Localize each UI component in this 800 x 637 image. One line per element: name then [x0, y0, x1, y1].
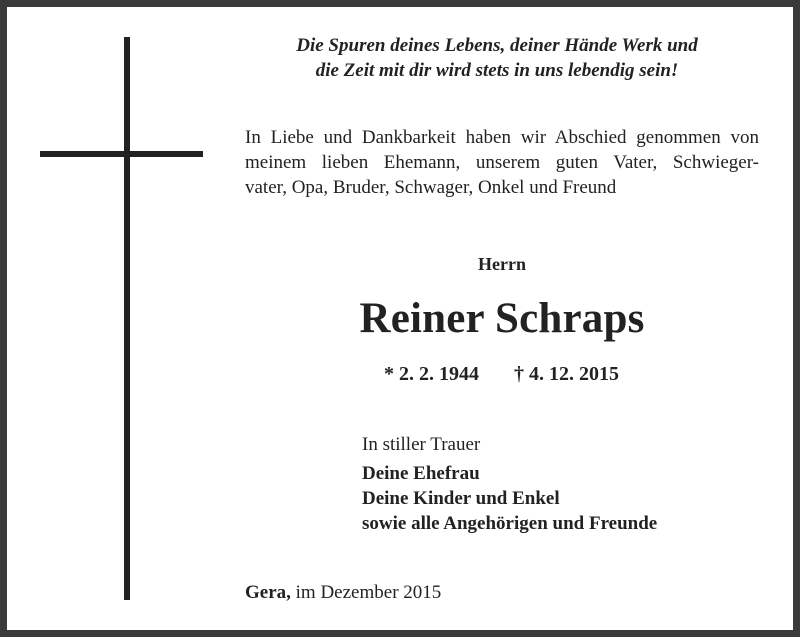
- motto-line-1: Die Spuren deines Lebens, deiner Hände Werk und: [296, 35, 698, 56]
- deceased-name: Reiner Schraps: [359, 295, 645, 342]
- place-date-line: [245, 582, 441, 604]
- life-dates: [384, 363, 619, 386]
- mourner-line-3: sowie alle Angehörigen und Freunde: [362, 513, 658, 534]
- mourners-intro: In stiller Trauer: [362, 434, 481, 455]
- place-city: Gera,: [245, 582, 291, 603]
- honorific: Herrn: [478, 254, 526, 274]
- intro-line-2: meinem lieben Ehemann, unserem guten Vater, Schwieger-: [245, 152, 759, 173]
- birth-date: * 2. 2. 1944: [384, 363, 479, 385]
- intro-line-3: vater, Opa, Bruder, Schwager, Onkel und Freund: [245, 177, 617, 198]
- mourner-line-2: Deine Kinder und Enkel: [362, 488, 560, 509]
- mourners-block: [362, 432, 657, 536]
- intro-line-1: In Liebe und Dankbarkeit haben wir Abschied genommen von: [245, 127, 759, 148]
- motto-quote: [242, 33, 752, 83]
- death-date: † 4. 12. 2015: [514, 363, 619, 385]
- place-date: im Dezember 2015: [295, 582, 442, 603]
- cross-icon-horizontal-beam: [40, 151, 203, 157]
- intro-paragraph: [245, 125, 759, 200]
- cross-icon-vertical-beam: [124, 37, 130, 600]
- motto-line-2: die Zeit mit dir wird stets in uns lebendig sein!: [315, 60, 679, 81]
- mourner-line-1: Deine Ehefrau: [362, 463, 480, 484]
